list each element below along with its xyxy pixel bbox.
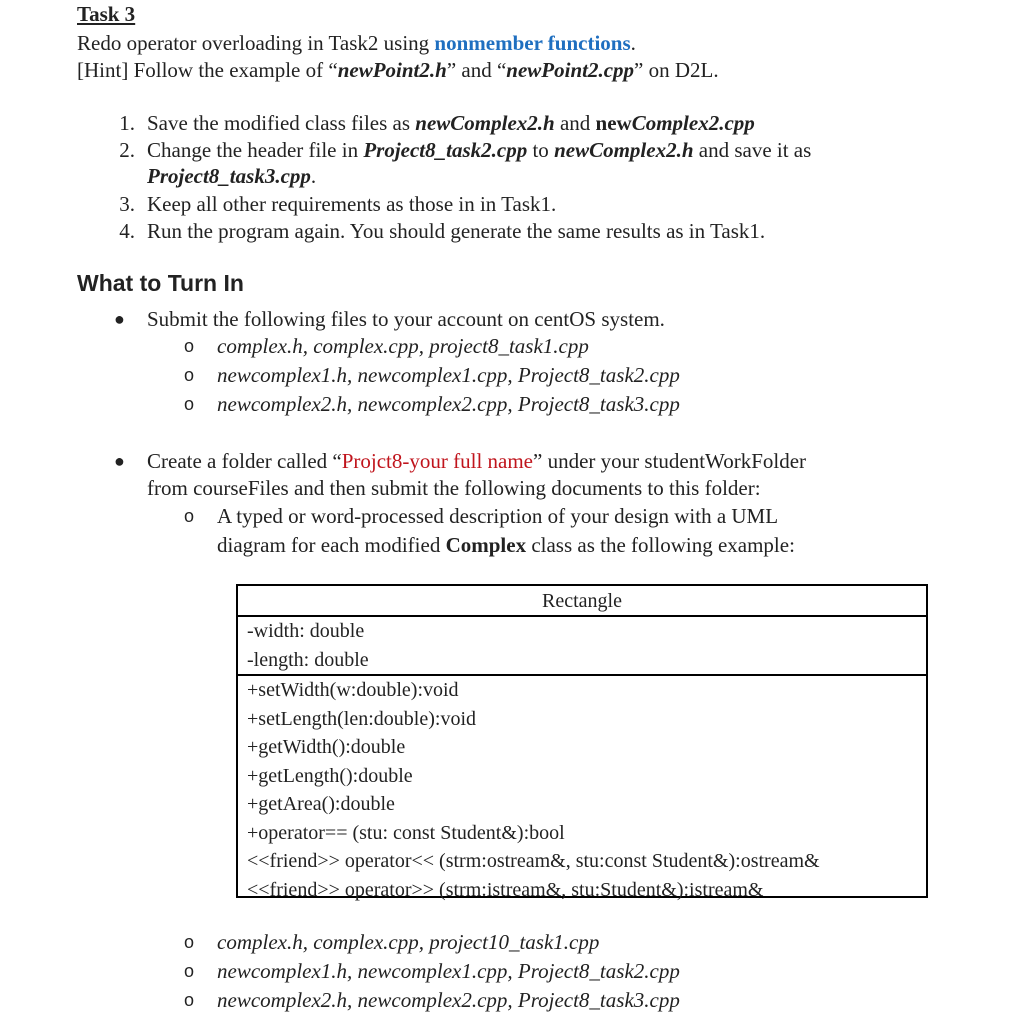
nonmember-functions-highlight: nonmember functions [434,31,631,55]
file-list-item: complex.h, complex.cpp, project10_task1.cpp [217,930,600,954]
uml-operation: +setWidth(w:double):void [247,679,459,701]
uml-operation: +operator== (stu: const Student&):bool [247,821,565,844]
uml-operation: +getLength():double [247,764,413,787]
uml-description-continued: diagram for each modified Complex class as the following example: [217,533,795,557]
submit-files-bullet: Submit the following files to your account on centOS system. [147,307,665,331]
uml-operation: <<friend>> operator>> (strm:istream&, stu:Student&):istream& [247,878,764,901]
step-2-continued: Project8_task3.cpp. [147,164,317,188]
circle-bullet-icon: o [184,990,195,1010]
file-list-item: newcomplex1.h, newcomplex1.cpp, Project8_task2.cpp [217,959,680,983]
file-list-item: newcomplex2.h, newcomplex2.cpp, Project8_task3.cpp [217,392,680,416]
uml-operation: +getWidth():double [247,736,406,758]
file-list-item: newcomplex1.h, newcomplex1.cpp, Project8_task2.cpp [217,363,680,387]
circle-bullet-icon: o [184,961,195,981]
file-list-item: complex.h, complex.cpp, project8_task1.cpp [217,334,589,358]
circle-bullet-icon: o [184,506,195,526]
uml-description-item: A typed or word-processed description of your design with a UML [217,504,779,528]
uml-operation: +setLength(len:double):void [247,707,477,730]
step-1: Save the modified class files as newComplex2.h and newComplex2.cpp [147,111,755,135]
turn-in-heading: What to Turn In [77,270,244,296]
bullet-icon: ● [114,451,125,471]
step-2: Change the header file in Project8_task2.cpp to newComplex2.h and save it as [147,138,812,162]
uml-class-diagram [236,584,928,901]
uml-operation: +getArea():double [247,793,395,815]
uml-attribute: -width: double [247,620,365,642]
task-title: Task 3 [77,2,136,26]
task-description: Redo operator overloading in Task2 using nonmember functions. [77,31,636,55]
circle-bullet-icon: o [184,932,195,952]
step-4: Run the program again. You should generate the same results as in Task1. [147,219,766,243]
circle-bullet-icon: o [184,365,195,385]
uml-operations [238,676,926,904]
step-3: Keep all other requirements as those in in Task1. [147,192,557,216]
bullet-icon: ● [114,309,125,329]
circle-bullet-icon: o [184,394,195,414]
create-folder-continued: from courseFiles and then submit the following documents to this folder: [147,476,761,500]
circle-bullet-icon: o [184,336,195,356]
uml-attribute: -length: double [247,648,369,671]
hint-line: [Hint] Follow the example of “newPoint2.h” and “newPoint2.cpp” on D2L. [77,58,719,82]
uml-class-name: Rectangle [238,586,926,617]
uml-attributes [238,617,926,676]
folder-name-highlight: Projct8-your full name [341,449,534,473]
create-folder-bullet: Create a folder called “Projct8-your full name” under your studentWorkFolder [147,449,807,473]
file-list-item: newcomplex2.h, newcomplex2.cpp, Project8_task3.cpp [217,988,680,1012]
uml-operation: <<friend>> operator<< (strm:ostream&, stu:const Student&):ostream& [247,850,820,872]
